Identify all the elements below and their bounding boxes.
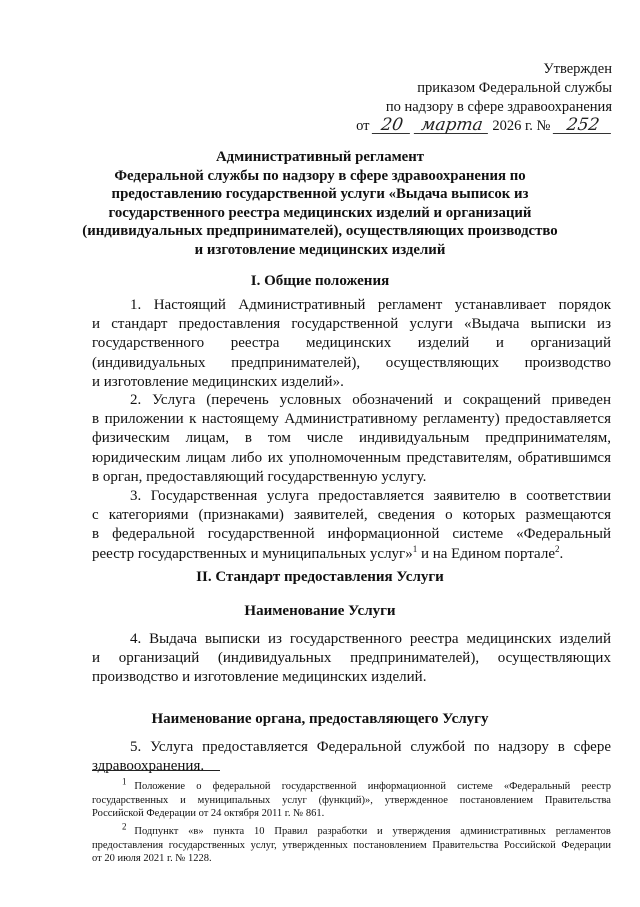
- word: (функций)»,: [318, 794, 373, 806]
- footnote-line: [92, 794, 611, 808]
- word: утвержденное: [384, 794, 448, 806]
- text-line: [92, 354, 611, 373]
- word: постановлением: [459, 794, 534, 806]
- word: системе: [457, 781, 493, 792]
- document-title: [60, 148, 580, 260]
- title-line: предоставлению государственной услуги «Выдача выписок из: [111, 186, 529, 203]
- text-line: [92, 649, 611, 668]
- word: информационной: [367, 781, 446, 792]
- footnote-first-word: [122, 821, 179, 839]
- word: разработки: [317, 826, 368, 837]
- paragraph-3: [92, 487, 611, 564]
- word: Российской: [504, 839, 556, 851]
- title-line: государственного реестра медицинских изделий и организаций: [108, 204, 532, 221]
- text-line: и стандарт предоставления государственной услуги «Выдача выписки из: [92, 316, 611, 333]
- word: регламентов: [555, 826, 611, 837]
- text-fragment: .: [559, 545, 564, 562]
- text-line: 1. Настоящий Административный регламент устанавливает порядок: [130, 297, 611, 313]
- text-line: с категориями (признаками) заявителей, сведения о которых размещаются: [92, 507, 611, 524]
- word: и: [377, 826, 383, 837]
- title-line: Административный регламент: [215, 149, 425, 165]
- text-line: в орган, предоставляющий государственную услугу.: [92, 468, 427, 485]
- word: утвержденных: [282, 839, 348, 851]
- order-date-number: [356, 117, 612, 136]
- footnote-1: [92, 776, 611, 821]
- text-line: юридическим лицам либо их уполномоченным представителям, обратившимся: [92, 449, 611, 466]
- word: (индивидуальных: [92, 354, 206, 371]
- word: «Федеральный: [503, 781, 571, 792]
- word: предпринимателей),: [231, 354, 361, 371]
- word: федеральной: [212, 781, 271, 792]
- word: предоставления: [92, 839, 164, 851]
- word: государственных: [92, 794, 169, 806]
- text-fragment: и на Едином портале: [417, 545, 555, 562]
- text-line: производство и изготовление медицинских изделий.: [92, 669, 427, 686]
- text-line: 2. Услуга (перечень условных обозначений и сокращений приведен: [130, 392, 611, 408]
- approval-line: Утвержден: [543, 61, 612, 77]
- subsection-heading: Наименование Услуги: [244, 603, 396, 619]
- text-line: и изготовление медицинских изделий».: [92, 373, 344, 390]
- handwritten-day: 20: [372, 117, 412, 134]
- footnote-line: [92, 821, 611, 839]
- word: изделий: [417, 335, 470, 352]
- word: муниципальных: [197, 794, 271, 806]
- approval-block: [356, 60, 612, 136]
- footnote-line: Российской Федерации от 24 октября 2011 г. № 861.: [92, 808, 325, 820]
- word: постановлением: [353, 839, 427, 851]
- handwritten-month: марта: [414, 117, 490, 134]
- word: производство: [524, 354, 611, 371]
- footnote-line: от 20 июля 2021 г. № 1228.: [92, 853, 212, 865]
- word: Правительства: [432, 839, 499, 851]
- paragraph-4: [92, 630, 611, 688]
- section-heading: I. Общие положения: [250, 273, 390, 289]
- word: осуществляющих: [385, 354, 499, 371]
- footnote-number: 2: [122, 821, 127, 832]
- text-line: в федеральной государственной информационной системе «Федеральный: [92, 526, 611, 543]
- word: Подпункт: [134, 826, 179, 837]
- title-line: и изготовление медицинских изделий: [194, 241, 446, 258]
- word: услуг: [282, 794, 307, 806]
- footnote-number: 1: [122, 776, 127, 787]
- word: 10: [254, 826, 265, 837]
- word: Правительства: [544, 794, 611, 806]
- word: административных: [460, 826, 546, 837]
- word: «в»: [188, 826, 204, 837]
- text-line: физическим лицам, в том числе индивидуальным предпринимателям,: [92, 430, 611, 447]
- word: и: [495, 335, 504, 352]
- handwritten-order-number: 252: [553, 117, 613, 134]
- text-line: [92, 334, 611, 353]
- text-line: 3. Государственная услуга предоставляется заявителю в соответствии: [130, 488, 611, 504]
- word: реестр: [581, 781, 611, 792]
- word: государственных: [168, 839, 245, 851]
- word: осуществляющих: [497, 650, 611, 667]
- footnote-line: [92, 776, 611, 794]
- word: и: [92, 650, 101, 667]
- word: услуг,: [250, 839, 277, 851]
- footnote-ref-1[interactable]: 1: [412, 543, 418, 554]
- word: медицинских: [306, 335, 392, 352]
- footnote-separator: [92, 770, 220, 771]
- footnote-first-word: [122, 776, 185, 794]
- word: Правил: [274, 826, 308, 837]
- word: Федерации: [561, 839, 611, 851]
- footnote-ref-2[interactable]: 2: [555, 543, 560, 554]
- text-line: в приложении к настоящему Административному регламенту) предоставляется: [92, 411, 611, 428]
- subsection-heading: Наименование органа, предоставляющего Услугу: [151, 711, 489, 727]
- word: пункта: [213, 826, 245, 837]
- title-line: Федеральной службы по надзору в сфере здравоохранения по: [114, 167, 526, 184]
- word: утверждения: [392, 826, 451, 837]
- paragraph-2: [92, 391, 611, 487]
- word: и: [180, 794, 186, 806]
- word: о: [196, 781, 202, 792]
- word: Положение: [134, 781, 185, 792]
- text-line: 4. Выдача выписки из государственного реестра медицинских изделий: [130, 631, 611, 647]
- title-line: (индивидуальных предпринимателей), осуществляющих производство: [82, 223, 558, 240]
- word: (индивидуальных: [217, 650, 332, 667]
- word: организаций: [530, 335, 611, 352]
- footnote-2: [92, 821, 611, 866]
- word: предпринимателей),: [350, 650, 480, 667]
- section-heading: II. Стандарт предоставления Услуги: [196, 569, 444, 585]
- approval-line: приказом Федеральной службы: [417, 80, 612, 96]
- text-line: 5. Услуга предоставляется Федеральной службой по надзору в сфере: [130, 739, 611, 755]
- footnote-line: [92, 839, 611, 853]
- word: государственной: [281, 781, 357, 792]
- order-from-label: от: [356, 118, 370, 134]
- word: реестра: [230, 335, 280, 352]
- word: государственного: [92, 335, 205, 352]
- word: организаций: [118, 650, 200, 667]
- paragraph-1: [92, 296, 611, 392]
- text-line: [92, 545, 611, 564]
- order-year-label: 2026 г. №: [492, 118, 551, 134]
- text-fragment: реестр государственных и муниципальных услуг»: [92, 545, 413, 562]
- text-line: здравоохранения.: [92, 758, 205, 775]
- approval-line: по надзору в сфере здравоохранения: [385, 99, 612, 115]
